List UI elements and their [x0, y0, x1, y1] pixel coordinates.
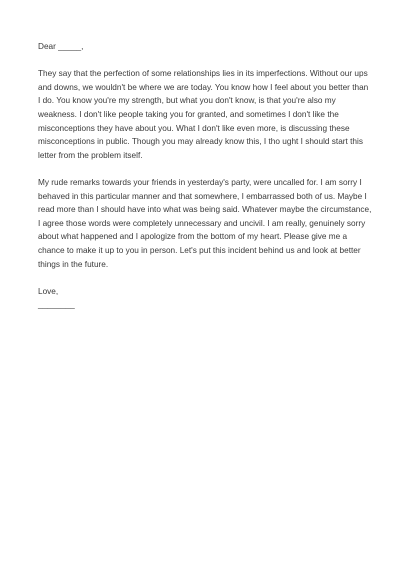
paragraph-line: My rude remarks towards your friends in yesterday's party, were uncalled for. I am sorry I [38, 177, 362, 187]
letter-body [38, 40, 370, 312]
closing: Love, [38, 286, 59, 296]
paragraph-2 [38, 176, 370, 271]
paragraph-spacer [38, 162, 370, 176]
paragraph-line: letter from the problem itself. [38, 150, 143, 160]
paragraph-line: and downs, we wouldn't be where we are today. You know how I feel about you better than [38, 82, 369, 92]
paragraph-1 [38, 67, 370, 162]
paragraph-line: misconceptions they have about you. What I don't like even more, is discussing these [38, 123, 350, 133]
paragraph-spacer [38, 54, 370, 68]
paragraph-line: misconceptions in public. Though you may already know this, I tho ught I should start this [38, 137, 363, 147]
paragraph-line: read more than I should have into what was being said. Whatever maybe the circumstance, [38, 205, 372, 215]
paragraph-line: about what happened and I apologize from the bottom of my heart. Please give me a [38, 232, 348, 242]
paragraph-line: They say that the perfection of some relationships lies in its imperfections. Without our ups [38, 69, 368, 79]
paragraph-line: I do. You know you're my strength, but what you don't know, is that you're also my [38, 96, 336, 106]
paragraph-line: I agree those words were completely unnecessary and uncivil. I am really, genuinely sorry [38, 218, 366, 228]
paragraph-line: behaved in this particular manner and that somewhere, I embarrassed both of us. Maybe I [38, 191, 367, 201]
paragraph-line: weakness. I don't like people taking you for granted, and sometimes I don't like the [38, 109, 339, 119]
paragraph-line: things in the future. [38, 259, 109, 269]
signature-line: ________ [38, 300, 75, 310]
salutation: Dear _____, [38, 42, 84, 51]
paragraph-spacer [38, 271, 370, 285]
paragraph-line: chance to make it up to you in person. Let's put this incident behind us and look at better [38, 245, 361, 255]
